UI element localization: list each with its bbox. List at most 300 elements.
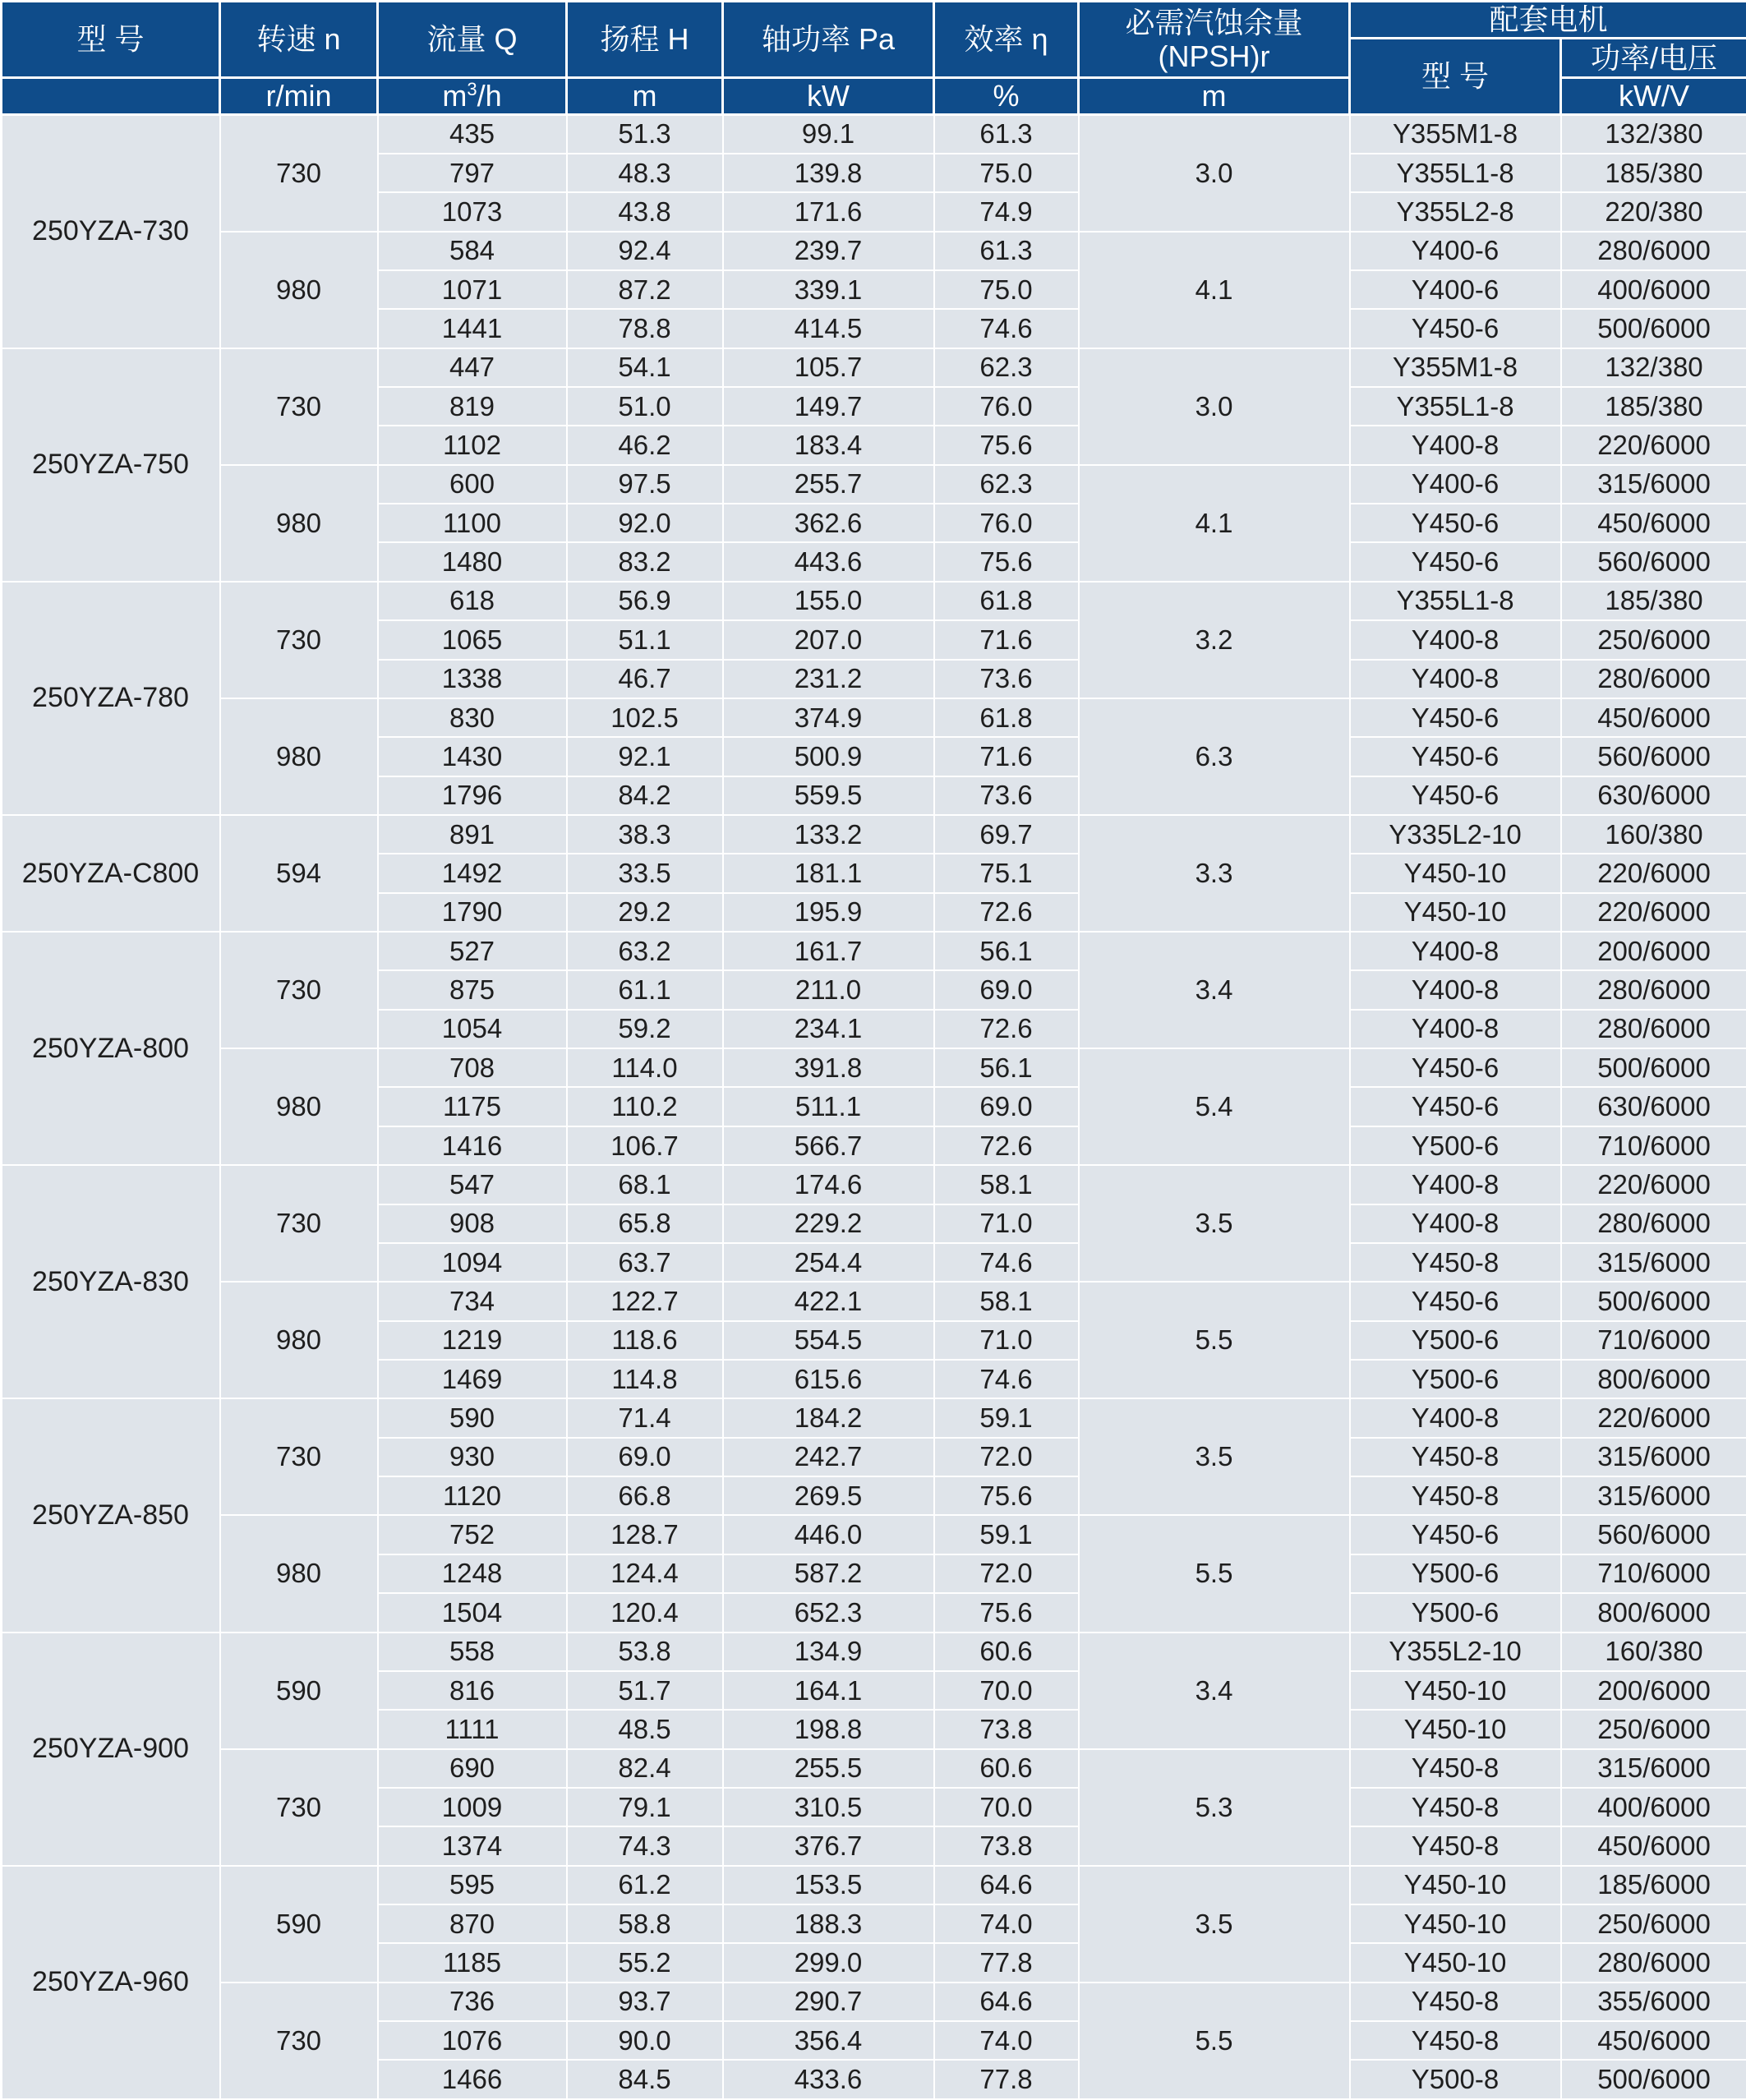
- cell-flow: 1796: [378, 776, 567, 815]
- header-model: 型 号: [2, 2, 220, 78]
- cell-efficiency: 76.0: [934, 504, 1079, 542]
- cell-flow: 1054: [378, 1010, 567, 1048]
- cell-motor-power: 355/6000: [1561, 1983, 1746, 2021]
- cell-efficiency: 73.6: [934, 660, 1079, 698]
- cell-efficiency: 61.8: [934, 582, 1079, 620]
- table-row: [2, 1165, 1746, 1204]
- cell-flow: 690: [378, 1749, 567, 1788]
- cell-motor-power: 250/6000: [1561, 620, 1746, 659]
- header-npsh-line2: (NPSH)r: [1158, 39, 1270, 73]
- cell-efficiency: 59.1: [934, 1398, 1079, 1437]
- table-row: [2, 815, 1746, 854]
- cell-efficiency: 76.0: [934, 387, 1079, 426]
- cell-shaft-power: 566.7: [723, 1126, 934, 1165]
- cell-head: 122.7: [567, 1282, 723, 1320]
- cell-speed: 730: [220, 1398, 378, 1515]
- cell-shaft-power: 446.0: [723, 1515, 934, 1554]
- cell-npsh: 5.3: [1079, 1749, 1350, 1866]
- cell-head: 48.3: [567, 154, 723, 192]
- cell-efficiency: 60.6: [934, 1633, 1079, 1671]
- cell-motor-power: 560/6000: [1561, 542, 1746, 581]
- cell-motor-model: Y450-10: [1350, 1943, 1561, 1982]
- cell-efficiency: 64.6: [934, 1866, 1079, 1904]
- cell-flow: 1094: [378, 1243, 567, 1282]
- cell-head: 84.2: [567, 776, 723, 815]
- cell-shaft-power: 99.1: [723, 115, 934, 154]
- cell-flow: 734: [378, 1282, 567, 1320]
- cell-shaft-power: 184.2: [723, 1398, 934, 1437]
- cell-shaft-power: 181.1: [723, 854, 934, 892]
- cell-motor-power: 560/6000: [1561, 737, 1746, 776]
- cell-efficiency: 73.6: [934, 776, 1079, 815]
- cell-head: 51.1: [567, 620, 723, 659]
- header-shaft-power: 轴功率 Pa: [723, 2, 934, 78]
- cell-shaft-power: 433.6: [723, 2060, 934, 2099]
- cell-motor-power: 630/6000: [1561, 1087, 1746, 1126]
- table-row: [2, 1515, 1746, 1554]
- cell-efficiency: 64.6: [934, 1983, 1079, 2021]
- cell-flow: 1469: [378, 1360, 567, 1398]
- cell-motor-model: Y355L1-8: [1350, 582, 1561, 620]
- cell-efficiency: 59.1: [934, 1515, 1079, 1554]
- cell-shaft-power: 554.5: [723, 1321, 934, 1360]
- cell-motor-model: Y400-8: [1350, 1010, 1561, 1048]
- cell-speed: 980: [220, 1282, 378, 1398]
- cell-shaft-power: 229.2: [723, 1204, 934, 1243]
- cell-head: 92.4: [567, 232, 723, 270]
- cell-npsh: 3.5: [1079, 1165, 1350, 1282]
- cell-efficiency: 77.8: [934, 1943, 1079, 1982]
- cell-efficiency: 73.8: [934, 1710, 1079, 1748]
- cell-flow: 1790: [378, 893, 567, 932]
- cell-head: 114.0: [567, 1048, 723, 1087]
- cell-motor-power: 185/6000: [1561, 1866, 1746, 1904]
- cell-motor-model: Y450-6: [1350, 1087, 1561, 1126]
- table-row: [2, 1983, 1746, 2021]
- cell-shaft-power: 376.7: [723, 1826, 934, 1865]
- cell-motor-model: Y400-8: [1350, 1165, 1561, 1204]
- cell-flow: 930: [378, 1438, 567, 1476]
- cell-speed: 980: [220, 1515, 378, 1632]
- cell-efficiency: 72.0: [934, 1438, 1079, 1476]
- cell-shaft-power: 239.7: [723, 232, 934, 270]
- cell-npsh: 3.0: [1079, 115, 1350, 232]
- cell-efficiency: 60.6: [934, 1749, 1079, 1788]
- cell-efficiency: 61.3: [934, 115, 1079, 154]
- cell-shaft-power: 171.6: [723, 192, 934, 231]
- cell-efficiency: 72.6: [934, 1010, 1079, 1048]
- cell-motor-model: Y400-6: [1350, 232, 1561, 270]
- cell-motor-power: 315/6000: [1561, 1438, 1746, 1476]
- cell-flow: 1430: [378, 737, 567, 776]
- cell-shaft-power: 231.2: [723, 660, 934, 698]
- cell-head: 55.2: [567, 1943, 723, 1982]
- cell-flow: 908: [378, 1204, 567, 1243]
- cell-efficiency: 69.0: [934, 970, 1079, 1009]
- cell-head: 69.0: [567, 1438, 723, 1476]
- cell-motor-power: 220/6000: [1561, 1165, 1746, 1204]
- cell-efficiency: 61.3: [934, 232, 1079, 270]
- cell-motor-model: Y450-6: [1350, 737, 1561, 776]
- cell-head: 56.9: [567, 582, 723, 620]
- cell-efficiency: 72.0: [934, 1554, 1079, 1593]
- cell-motor-power: 185/380: [1561, 387, 1746, 426]
- cell-shaft-power: 174.6: [723, 1165, 934, 1204]
- header-npsh: [1079, 2, 1350, 78]
- cell-efficiency: 74.6: [934, 1360, 1079, 1398]
- cell-flow: 447: [378, 348, 567, 387]
- cell-motor-power: 450/6000: [1561, 504, 1746, 542]
- cell-efficiency: 73.8: [934, 1826, 1079, 1865]
- cell-motor-model: Y450-8: [1350, 1788, 1561, 1826]
- cell-speed: 730: [220, 348, 378, 465]
- cell-shaft-power: 105.7: [723, 348, 934, 387]
- cell-motor-model: Y500-6: [1350, 1321, 1561, 1360]
- cell-efficiency: 62.3: [934, 348, 1079, 387]
- cell-flow: 1100: [378, 504, 567, 542]
- cell-motor-power: 450/6000: [1561, 1826, 1746, 1865]
- cell-motor-model: Y500-6: [1350, 1126, 1561, 1165]
- cell-head: 118.6: [567, 1321, 723, 1360]
- cell-efficiency: 71.0: [934, 1321, 1079, 1360]
- cell-speed: 980: [220, 698, 378, 815]
- table-row: [2, 1398, 1746, 1437]
- cell-head: 120.4: [567, 1593, 723, 1632]
- table-row: [2, 1633, 1746, 1671]
- cell-head: 63.7: [567, 1243, 723, 1282]
- cell-head: 92.0: [567, 504, 723, 542]
- cell-shaft-power: 310.5: [723, 1788, 934, 1826]
- cell-flow: 547: [378, 1165, 567, 1204]
- cell-motor-power: 280/6000: [1561, 660, 1746, 698]
- cell-motor-model: Y450-6: [1350, 1282, 1561, 1320]
- cell-motor-model: Y355M1-8: [1350, 115, 1561, 154]
- header-motor-model: 型 号: [1350, 39, 1561, 115]
- cell-motor-model: Y450-8: [1350, 1749, 1561, 1788]
- cell-flow: 830: [378, 698, 567, 737]
- cell-motor-power: 315/6000: [1561, 465, 1746, 504]
- cell-efficiency: 75.0: [934, 270, 1079, 309]
- table-header: [2, 2, 1746, 115]
- cell-efficiency: 58.1: [934, 1282, 1079, 1320]
- cell-npsh: 6.3: [1079, 698, 1350, 815]
- cell-flow: 584: [378, 232, 567, 270]
- cell-motor-model: Y450-10: [1350, 1866, 1561, 1904]
- header-efficiency: 效率 η: [934, 2, 1079, 78]
- cell-flow: 527: [378, 932, 567, 970]
- cell-efficiency: 74.0: [934, 2021, 1079, 2060]
- cell-efficiency: 62.3: [934, 465, 1079, 504]
- cell-efficiency: 75.6: [934, 426, 1079, 464]
- cell-head: 38.3: [567, 815, 723, 854]
- cell-head: 74.3: [567, 1826, 723, 1865]
- cell-motor-model: Y500-6: [1350, 1360, 1561, 1398]
- cell-efficiency: 70.0: [934, 1671, 1079, 1710]
- cell-efficiency: 72.6: [934, 893, 1079, 932]
- table-row: [2, 582, 1746, 620]
- cell-npsh: 3.5: [1079, 1866, 1350, 1983]
- cell-head: 33.5: [567, 854, 723, 892]
- cell-efficiency: 69.0: [934, 1087, 1079, 1126]
- cell-flow: 600: [378, 465, 567, 504]
- cell-npsh: 5.5: [1079, 1983, 1350, 2099]
- cell-flow: 595: [378, 1866, 567, 1904]
- cell-motor-model: Y355L2-10: [1350, 1633, 1561, 1671]
- cell-efficiency: 75.1: [934, 854, 1079, 892]
- cell-flow: 590: [378, 1398, 567, 1437]
- cell-head: 90.0: [567, 2021, 723, 2060]
- cell-flow: 618: [378, 582, 567, 620]
- cell-shaft-power: 374.9: [723, 698, 934, 737]
- unit-head: m: [567, 78, 723, 115]
- cell-efficiency: 77.8: [934, 2060, 1079, 2099]
- cell-shaft-power: 155.0: [723, 582, 934, 620]
- cell-motor-power: 220/6000: [1561, 854, 1746, 892]
- cell-motor-model: Y450-6: [1350, 309, 1561, 348]
- cell-motor-model: Y400-6: [1350, 270, 1561, 309]
- cell-efficiency: 71.6: [934, 620, 1079, 659]
- cell-motor-model: Y400-8: [1350, 970, 1561, 1009]
- cell-efficiency: 75.0: [934, 154, 1079, 192]
- cell-speed: 730: [220, 1983, 378, 2099]
- cell-motor-power: 500/6000: [1561, 1282, 1746, 1320]
- cell-head: 84.5: [567, 2060, 723, 2099]
- cell-shaft-power: 242.7: [723, 1438, 934, 1476]
- cell-shaft-power: 500.9: [723, 737, 934, 776]
- cell-head: 63.2: [567, 932, 723, 970]
- cell-motor-power: 450/6000: [1561, 698, 1746, 737]
- cell-npsh: 3.4: [1079, 1633, 1350, 1749]
- cell-shaft-power: 139.8: [723, 154, 934, 192]
- cell-shaft-power: 255.5: [723, 1749, 934, 1788]
- table-row: [2, 698, 1746, 737]
- table-row: [2, 465, 1746, 504]
- cell-motor-power: 250/6000: [1561, 1904, 1746, 1943]
- cell-head: 106.7: [567, 1126, 723, 1165]
- cell-speed: 980: [220, 1048, 378, 1165]
- cell-motor-model: Y450-8: [1350, 1826, 1561, 1865]
- cell-head: 124.4: [567, 1554, 723, 1593]
- model-name: 250YZA-900: [2, 1633, 220, 1866]
- cell-motor-model: Y450-10: [1350, 1904, 1561, 1943]
- cell-motor-model: Y500-8: [1350, 2060, 1561, 2099]
- cell-npsh: 3.0: [1079, 348, 1350, 465]
- cell-head: 93.7: [567, 1983, 723, 2021]
- cell-motor-power: 800/6000: [1561, 1593, 1746, 1632]
- cell-npsh: 5.5: [1079, 1515, 1350, 1632]
- cell-efficiency: 61.8: [934, 698, 1079, 737]
- cell-motor-model: Y355L1-8: [1350, 387, 1561, 426]
- cell-shaft-power: 652.3: [723, 1593, 934, 1632]
- cell-speed: 594: [220, 815, 378, 932]
- cell-head: 59.2: [567, 1010, 723, 1048]
- cell-shaft-power: 234.1: [723, 1010, 934, 1048]
- cell-efficiency: 75.6: [934, 542, 1079, 581]
- cell-head: 53.8: [567, 1633, 723, 1671]
- cell-motor-power: 160/380: [1561, 1633, 1746, 1671]
- cell-shaft-power: 299.0: [723, 1943, 934, 1982]
- cell-motor-model: Y450-6: [1350, 1515, 1561, 1554]
- cell-motor-model: Y450-6: [1350, 504, 1561, 542]
- header-npsh-line1: 必需汽蚀余量: [1125, 5, 1303, 39]
- cell-head: 66.8: [567, 1476, 723, 1515]
- cell-head: 87.2: [567, 270, 723, 309]
- cell-shaft-power: 164.1: [723, 1671, 934, 1710]
- cell-shaft-power: 559.5: [723, 776, 934, 815]
- header-motor-group: 配套电机: [1350, 2, 1746, 39]
- cell-head: 65.8: [567, 1204, 723, 1243]
- cell-motor-model: Y400-8: [1350, 932, 1561, 970]
- cell-motor-power: 400/6000: [1561, 270, 1746, 309]
- cell-shaft-power: 443.6: [723, 542, 934, 581]
- cell-motor-model: Y450-6: [1350, 776, 1561, 815]
- cell-motor-power: 500/6000: [1561, 309, 1746, 348]
- cell-motor-model: Y400-8: [1350, 660, 1561, 698]
- cell-motor-power: 160/380: [1561, 815, 1746, 854]
- cell-shaft-power: 188.3: [723, 1904, 934, 1943]
- cell-motor-model: Y450-10: [1350, 893, 1561, 932]
- unit-flow-sup: 3: [467, 79, 477, 100]
- table-row: [2, 1282, 1746, 1320]
- cell-efficiency: 74.0: [934, 1904, 1079, 1943]
- cell-efficiency: 56.1: [934, 1048, 1079, 1087]
- header-head: 扬程 H: [567, 2, 723, 78]
- cell-shaft-power: 391.8: [723, 1048, 934, 1087]
- cell-shaft-power: 207.0: [723, 620, 934, 659]
- cell-motor-power: 800/6000: [1561, 1360, 1746, 1398]
- cell-motor-model: Y400-8: [1350, 426, 1561, 464]
- cell-flow: 1009: [378, 1788, 567, 1826]
- model-name: 250YZA-960: [2, 1866, 220, 2099]
- cell-flow: 1416: [378, 1126, 567, 1165]
- cell-head: 29.2: [567, 893, 723, 932]
- cell-head: 48.5: [567, 1710, 723, 1748]
- cell-motor-power: 185/380: [1561, 154, 1746, 192]
- cell-head: 61.2: [567, 1866, 723, 1904]
- cell-head: 92.1: [567, 737, 723, 776]
- table-row: [2, 232, 1746, 270]
- table-row: [2, 1866, 1746, 1904]
- cell-motor-power: 630/6000: [1561, 776, 1746, 815]
- cell-efficiency: 69.7: [934, 815, 1079, 854]
- cell-head: 58.8: [567, 1904, 723, 1943]
- cell-flow: 1120: [378, 1476, 567, 1515]
- cell-motor-model: Y450-10: [1350, 854, 1561, 892]
- cell-speed: 730: [220, 1165, 378, 1282]
- cell-motor-power: 200/6000: [1561, 1671, 1746, 1710]
- cell-motor-power: 185/380: [1561, 582, 1746, 620]
- cell-npsh: 3.4: [1079, 932, 1350, 1048]
- table-row: [2, 1048, 1746, 1087]
- cell-head: 97.5: [567, 465, 723, 504]
- unit-npsh: m: [1079, 78, 1350, 115]
- cell-head: 71.4: [567, 1398, 723, 1437]
- cell-efficiency: 71.0: [934, 1204, 1079, 1243]
- cell-flow: 891: [378, 815, 567, 854]
- cell-motor-model: Y500-6: [1350, 1593, 1561, 1632]
- cell-shaft-power: 195.9: [723, 893, 934, 932]
- model-name: 250YZA-750: [2, 348, 220, 582]
- cell-head: 68.1: [567, 1165, 723, 1204]
- cell-head: 51.3: [567, 115, 723, 154]
- cell-flow: 1374: [378, 1826, 567, 1865]
- cell-shaft-power: 587.2: [723, 1554, 934, 1593]
- cell-shaft-power: 615.6: [723, 1360, 934, 1398]
- cell-speed: 730: [220, 1749, 378, 1866]
- cell-flow: 870: [378, 1904, 567, 1943]
- cell-npsh: 5.4: [1079, 1048, 1350, 1165]
- cell-motor-model: Y450-8: [1350, 1438, 1561, 1476]
- cell-motor-power: 280/6000: [1561, 1943, 1746, 1982]
- cell-motor-power: 280/6000: [1561, 1204, 1746, 1243]
- cell-motor-power: 315/6000: [1561, 1243, 1746, 1282]
- cell-motor-power: 315/6000: [1561, 1476, 1746, 1515]
- model-name: 250YZA-C800: [2, 815, 220, 932]
- cell-head: 51.0: [567, 387, 723, 426]
- cell-flow: 1175: [378, 1087, 567, 1126]
- cell-motor-power: 710/6000: [1561, 1126, 1746, 1165]
- cell-motor-model: Y400-6: [1350, 465, 1561, 504]
- cell-shaft-power: 356.4: [723, 2021, 934, 2060]
- table-row: [2, 115, 1746, 154]
- cell-speed: 980: [220, 232, 378, 348]
- cell-motor-model: Y450-10: [1350, 1710, 1561, 1748]
- header-speed: 转速 n: [220, 2, 378, 78]
- cell-efficiency: 56.1: [934, 932, 1079, 970]
- cell-head: 82.4: [567, 1749, 723, 1788]
- cell-flow: 1111: [378, 1710, 567, 1748]
- cell-shaft-power: 153.5: [723, 1866, 934, 1904]
- cell-flow: 875: [378, 970, 567, 1009]
- cell-motor-model: Y450-6: [1350, 542, 1561, 581]
- cell-flow: 1102: [378, 426, 567, 464]
- cell-head: 54.1: [567, 348, 723, 387]
- model-name: 250YZA-850: [2, 1398, 220, 1632]
- cell-flow: 558: [378, 1633, 567, 1671]
- cell-shaft-power: 133.2: [723, 815, 934, 854]
- cell-motor-power: 280/6000: [1561, 970, 1746, 1009]
- cell-shaft-power: 198.8: [723, 1710, 934, 1748]
- cell-shaft-power: 414.5: [723, 309, 934, 348]
- cell-motor-model: Y450-8: [1350, 1243, 1561, 1282]
- cell-motor-model: Y450-6: [1350, 698, 1561, 737]
- cell-npsh: 3.3: [1079, 815, 1350, 932]
- cell-motor-power: 500/6000: [1561, 2060, 1746, 2099]
- cell-shaft-power: 362.6: [723, 504, 934, 542]
- cell-motor-model: Y355L2-8: [1350, 192, 1561, 231]
- cell-head: 83.2: [567, 542, 723, 581]
- model-name: 250YZA-730: [2, 115, 220, 348]
- cell-motor-power: 200/6000: [1561, 932, 1746, 970]
- cell-shaft-power: 161.7: [723, 932, 934, 970]
- cell-flow: 1441: [378, 309, 567, 348]
- cell-flow: 1185: [378, 1943, 567, 1982]
- cell-flow: 797: [378, 154, 567, 192]
- cell-efficiency: 58.1: [934, 1165, 1079, 1204]
- cell-head: 46.2: [567, 426, 723, 464]
- table-row: [2, 932, 1746, 970]
- cell-motor-power: 220/6000: [1561, 893, 1746, 932]
- cell-npsh: 5.5: [1079, 1282, 1350, 1398]
- cell-head: 78.8: [567, 309, 723, 348]
- cell-flow: 435: [378, 115, 567, 154]
- cell-head: 102.5: [567, 698, 723, 737]
- cell-motor-power: 220/380: [1561, 192, 1746, 231]
- cell-flow: 1504: [378, 1593, 567, 1632]
- cell-motor-model: Y450-6: [1350, 1048, 1561, 1087]
- model-name: 250YZA-780: [2, 582, 220, 815]
- cell-flow: 1480: [378, 542, 567, 581]
